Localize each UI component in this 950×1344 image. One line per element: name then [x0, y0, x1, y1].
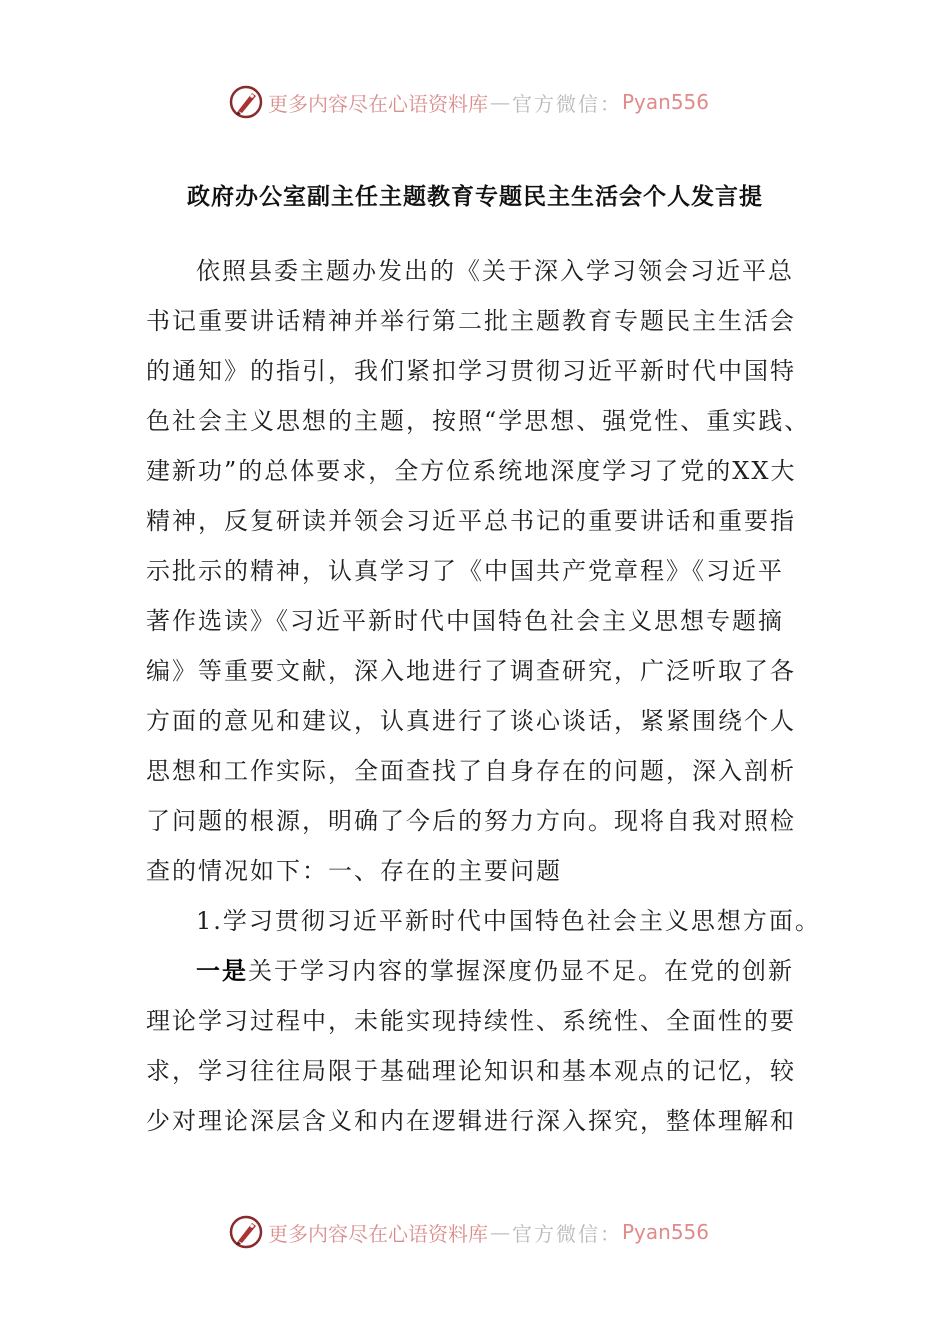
watermark-wechat-label: 官方微信：	[512, 1221, 622, 1246]
document-body	[146, 246, 821, 1146]
body-line: 的通知》的指引，我们紧扣学习贯彻习近平新时代中国特	[146, 357, 796, 385]
body-line: 依照县委主题办发出的《关于深入学习领会习近平总	[196, 257, 794, 285]
section-heading: 1.学习贯彻习近平新时代中国特色社会主义思想方面。	[196, 907, 821, 935]
body-line: 方面的意见和建议，认真进行了谈心谈话，紧紧围绕个人	[146, 707, 796, 735]
watermark-separator: —	[490, 90, 510, 114]
header-watermark	[228, 82, 709, 122]
body-line: 精神，反复研读并领会习近平总书记的重要讲话和重要指	[146, 507, 796, 535]
footer-watermark	[228, 1212, 709, 1252]
body-line: 建新功”的总体要求，全方位系统地深度学习了党的XX大	[146, 457, 797, 485]
point-one-label: 一是	[196, 956, 248, 985]
body-line: 书记重要讲话精神并举行第二批主题教育专题民主生活会	[146, 307, 796, 335]
watermark-separator: —	[490, 1220, 510, 1244]
watermark-wechat-id: Pyan556	[622, 1220, 710, 1244]
body-line: 著作选读》《习近平新时代中国特色社会主义思想专题摘	[146, 607, 784, 635]
pen-nib-icon	[228, 84, 264, 120]
point-one-text: 关于学习内容的掌握深度仍显不足。在党的创新	[248, 957, 794, 985]
body-line: 少对理论深层含义和内在逻辑进行深入探究，整体理解和	[146, 1107, 796, 1135]
body-line: 求，学习往往局限于基础理论知识和基本观点的记忆，较	[146, 1057, 796, 1085]
point-one-line	[146, 946, 806, 996]
body-line: 示批示的精神，认真学习了《中国共产党章程》《习近平	[146, 557, 784, 585]
pen-nib-icon	[228, 1214, 264, 1250]
body-line: 查的情况如下：一、存在的主要问题	[146, 857, 562, 885]
watermark-wechat-label: 官方微信：	[512, 91, 622, 116]
watermark-text: 更多内容尽在心语资料库	[268, 91, 488, 116]
document-title: 政府办公室副主任主题教育专题民主生活会个人发言提	[187, 184, 763, 210]
body-line: 思想和工作实际，全面查找了自身存在的问题，深入剖析	[146, 757, 796, 785]
body-line: 编》等重要文献，深入地进行了调查研究，广泛听取了各	[146, 657, 796, 685]
watermark-wechat-id: Pyan556	[622, 90, 710, 114]
body-line: 了问题的根源，明确了今后的努力方向。现将自我对照检	[146, 807, 796, 835]
watermark-text: 更多内容尽在心语资料库	[268, 1221, 488, 1246]
body-line: 理论学习过程中，未能实现持续性、系统性、全面性的要	[146, 1007, 796, 1035]
body-line: 色社会主义思想的主题，按照“学思想、强党性、重实践、	[146, 407, 811, 435]
